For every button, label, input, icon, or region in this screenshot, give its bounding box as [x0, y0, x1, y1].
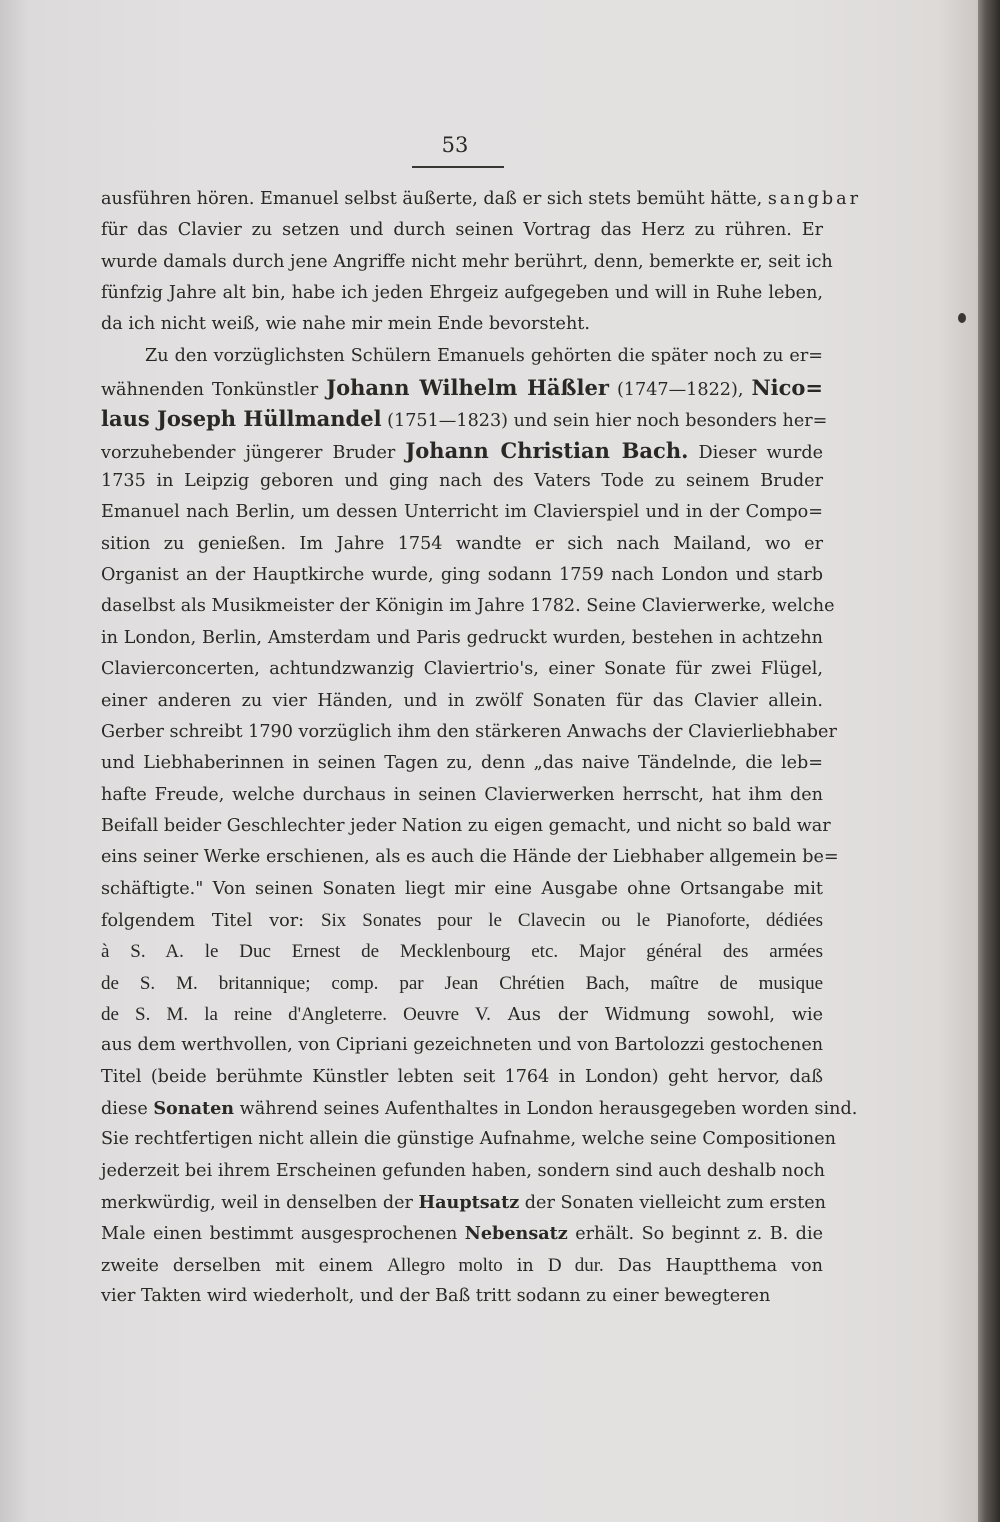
text-run: wurde damals durch jene Angriffe nicht mehr berührt, denn, bemerkte er, seit ich [101, 251, 833, 272]
ink-spot [958, 313, 966, 323]
text-run: vorzuhebender jüngerer Bruder [101, 442, 406, 463]
text-run: folgendem Titel vor: [101, 910, 321, 931]
text-line [101, 811, 831, 842]
text-line [101, 466, 823, 497]
text-line [101, 497, 823, 528]
text-line [101, 654, 823, 685]
text-run: daselbst als Musikmeister der Königin im Jahre 1782. Seine Clavierwerke, welche [101, 596, 835, 617]
text-run: Beifall beider Geschlechter jeder Nation zu eigen gemacht, und nicht so bald war [101, 815, 831, 836]
emphasis-text-run: Nebensatz [464, 1223, 568, 1245]
text-line [101, 717, 837, 748]
latin-text-run: de S. M. britannique; comp. par Jean Chrétien Bach, maître de musique [101, 972, 823, 994]
page-number: 53 [441, 133, 469, 157]
text-run: da ich nicht weiß, wie nahe mir mein Ende bevorsteht. [101, 314, 590, 335]
text-run: Clavierconcerten, achtundzwanzig Claviertrio's, einer Sonate für zwei Flügel, [101, 659, 823, 680]
text-line [101, 874, 823, 905]
text-line [101, 529, 823, 560]
text-line [101, 686, 823, 717]
text-run: Gerber schreibt 1790 vorzüglich ihm den stärkeren Anwachs der Clavierliebhaber [101, 721, 837, 742]
text-line [101, 1156, 826, 1187]
text-line [101, 341, 823, 372]
text-line [101, 1281, 823, 1312]
text-run: merkwürdig, weil in denselben der [101, 1193, 419, 1213]
text-run: hafte Freude, welche durchaus in seinen Clavierwerken herrscht, hat ihm den [101, 784, 823, 805]
text-line [101, 748, 823, 779]
text-run: in London, Berlin, Amsterdam und Paris gedruckt wurden, bestehen in achtzehn [101, 627, 823, 648]
text-run: Male einen bestimmt ausgesprochenen [101, 1224, 465, 1245]
text-line [101, 999, 823, 1030]
text-run: Emanuel nach Berlin, um dessen Unterricht im Clavierspiel und in der Compo= [101, 502, 823, 523]
emphasis-text-run: laus Joseph Hüllmandel [101, 406, 382, 432]
text-line [101, 1187, 827, 1218]
text-line [101, 403, 828, 434]
emphasis-text-run: Johann Wilhelm Häßler [326, 375, 609, 401]
text-line [101, 591, 835, 622]
spaced-text-run: sangbar [767, 189, 862, 209]
latin-text-run: Allegro molto [387, 1254, 503, 1276]
emphasis-text-run: Johann Christian Bach. [405, 437, 689, 463]
latin-text-run: Six Sonates pour le Clavecin ou le Pianoforte, dédiées [320, 909, 823, 931]
header-rule [412, 166, 504, 168]
text-run: vier Takten wird wiederholt, und der Baß tritt sodann zu einer bewegteren [101, 1286, 771, 1307]
text-run: aus dem werthvollen, von Cipriani gezeichneten und von Bartolozzi gestochenen [101, 1035, 824, 1056]
text-line [101, 968, 823, 999]
text-line [101, 1124, 836, 1155]
text-run: eins seiner Werke erschienen, als es auch die Hände der Liebhaber allgemein be= [101, 847, 839, 868]
emphasis-text-run: Sonaten [153, 1097, 235, 1119]
text-line [101, 278, 823, 309]
text-run: sition zu genießen. Im Jahre 1754 wandte er sich nach Mailand, wo er [101, 533, 823, 554]
text-run: Dieser wurde [688, 442, 824, 463]
text-run: Zu den vorzüglichsten Schülern Emanuels gehörten die später noch zu er= [145, 345, 823, 366]
latin-text-run: de S. M. la reine d'Angleterre. Oeuvre V. [101, 1003, 491, 1025]
latin-text-run: à S. A. le Duc Ernest de Mecklenbourg etc. Major général des armées [101, 941, 823, 963]
text-run: diese [101, 1098, 154, 1119]
text-line [101, 842, 839, 873]
text-run: Sie rechtfertigen nicht allein die günstige Aufnahme, welche seine Compositionen [101, 1129, 836, 1150]
emphasis-text-run: Hauptsatz [418, 1192, 520, 1213]
text-line [101, 1030, 823, 1061]
text-run: wähnenden Tonkünstler [101, 380, 327, 401]
text-line [101, 936, 823, 967]
text-run: ausführen hören. Emanuel selbst äußerte, daß er sich stets bemüht hätte, [101, 189, 768, 209]
text-line [101, 1062, 823, 1093]
text-line [101, 372, 823, 403]
text-run: jederzeit bei ihrem Erscheinen gefunden haben, sondern sind auch deshalb noch [101, 1160, 826, 1181]
latin-text-run: D dur. [547, 1254, 604, 1276]
text-line [101, 309, 823, 340]
text-run: Organist an der Hauptkirche wurde, ging sodann 1759 nach London und starb [101, 565, 823, 586]
text-run: einer anderen zu vier Händen, und in zwölf Sonaten für das Clavier allein. [101, 690, 823, 711]
text-run: zweite derselben mit einem [101, 1255, 388, 1276]
text-line [101, 184, 862, 215]
book-edge-shadow [978, 0, 1000, 1522]
text-run: erhält. So beginnt z. B. die [567, 1224, 823, 1245]
body-text [101, 184, 862, 1312]
text-run: fünfzig Jahre alt bin, habe ich jeden Ehrgeiz aufgegeben und will in Ruhe leben, [101, 283, 823, 304]
emphasis-text-run: Nico= [751, 375, 824, 401]
text-run: für das Clavier zu setzen und durch seinen Vortrag das Herz zu rühren. Er [101, 220, 823, 241]
text-line [101, 780, 823, 811]
text-run: Das Hauptthema von [603, 1255, 823, 1276]
text-run: der Sonaten vielleicht zum ersten [519, 1193, 827, 1213]
text-line [101, 435, 823, 466]
text-line [101, 560, 823, 591]
text-run: (1747—1822), [608, 380, 752, 401]
text-line [101, 623, 823, 654]
text-run: 1735 in Leipzig geboren und ging nach des Vaters Tode zu seinem Bruder [101, 471, 823, 492]
text-run: während seines Aufenthaltes in London herausgegeben worden sind. [234, 1098, 858, 1119]
text-run: Aus der Widmung sowohl, wie [490, 1004, 823, 1025]
text-line [101, 905, 823, 936]
text-run: und Liebhaberinnen in seinen Tagen zu, denn „das naive Tändelnde, die leb= [101, 753, 823, 774]
text-run: schäftigte." Von seinen Sonaten liegt mir eine Ausgabe ohne Ortsangabe mit [101, 878, 823, 899]
text-run: Titel (beide berühmte Künstler lebten seit 1764 in London) geht hervor, daß [101, 1066, 823, 1087]
text-run: (1751—1823) und sein hier noch besonders her= [381, 411, 828, 432]
text-line [101, 1250, 823, 1281]
text-line [101, 1093, 858, 1124]
text-line [101, 215, 823, 246]
text-run: in [502, 1255, 548, 1276]
text-line [101, 1218, 823, 1249]
text-line [101, 247, 833, 278]
